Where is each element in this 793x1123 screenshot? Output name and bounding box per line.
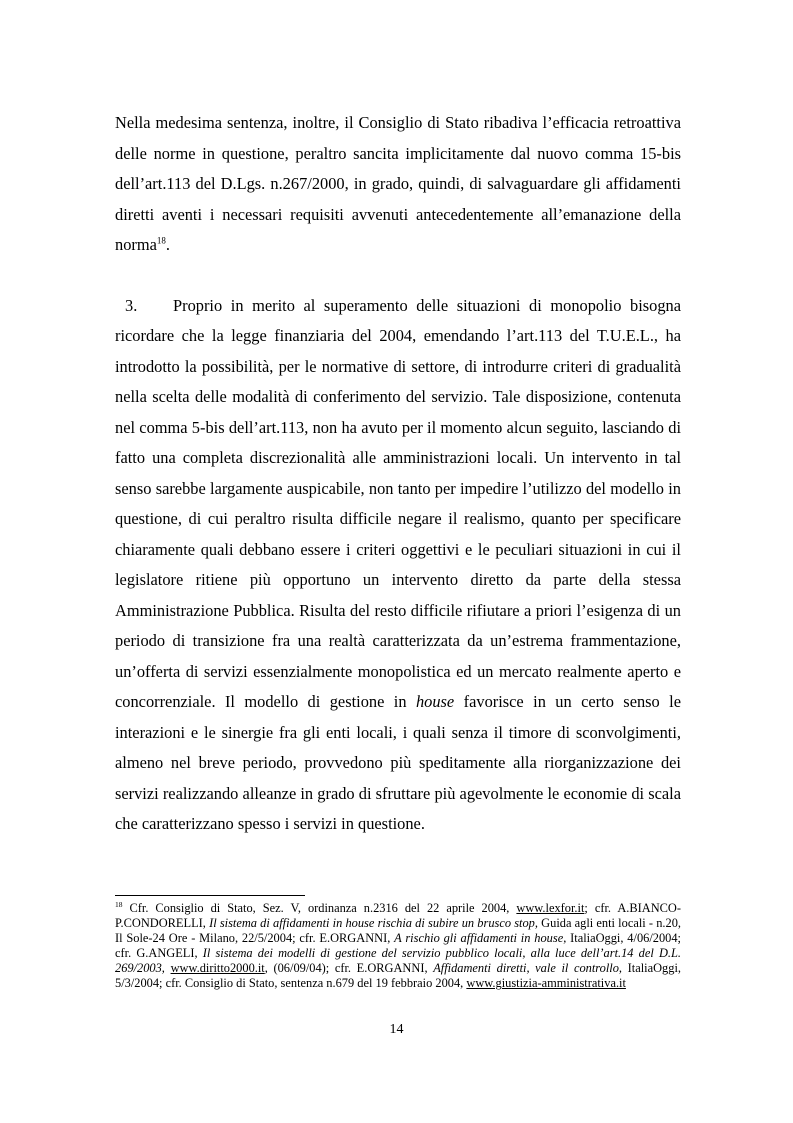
page-number: 14 — [389, 1022, 404, 1037]
footnote-text: ItaliaOggi, 4/06/2004; cfr. G.ANGELI, — [115, 931, 681, 961]
footnote-marker: 18 — [115, 899, 123, 909]
footnote-text: , (06/09/04); cfr. E.ORGANNI, — [264, 961, 434, 976]
main-text — [115, 108, 681, 840]
item-text: Proprio in merito al superamento delle situazioni di monopolio bisogna ricordare che la legge finanziaria del 2004, emendando l’art.113 del T.U.E.L., ha introdotto la possibilità, per le normative di settore, di introdurre criteri di gradualità nella scelta delle modalità di conferimento del servizio. Tale disposizione, contenuta nel comma 5-bis dell’art.113, non ha avuto per il momento alcun seguito, lasciando di fatto una completa discrezionalità alle amministrazioni locali. Un intervento in tal senso sarebbe largamente auspicabile, non tanto per impedire l’utilizzo del modello in questione, di cui peraltro risulta difficile negare il realismo, quanto per specificare chiaramente quali debbano essere i criteri oggettivi e le peculiari situazioni in cui il legislatore ritiene più opportuno un intervento diretto da parte della stessa Amministrazione Pubblica. Risulta del resto difficile rifiutare a priori l’esigenza di un periodo di transizione fra una realtà caratterizzata da un’estrema frammentazione, un’offerta di servizi essenzialmente monopolistica ed un mercato realmente aperto e concorrenziale. Il modello di gestione in — [115, 295, 681, 711]
link-giustizia-amministrativa[interactable]: www.giustizia-amministrativa.it — [466, 976, 626, 991]
footnote-text: Guida agli enti locali - n.20, Il Sole-24 Ore - Milano, 22/5/2004; cfr. E.ORGANNI, — [115, 916, 681, 946]
paragraph-text: Nella medesima sentenza, inoltre, il Consiglio di Stato ribadiva l’efficacia retroattiva delle norme in questione, peraltro sancita implicitamente dal nuovo comma 15-bis dell’art.113 del D.Lgs. n.267/2000, in grado, quindi, di salvaguardare gli affidamenti diretti aventi i necessari requisiti avvenuti antecedentemente all’emanazione della norma — [115, 113, 681, 254]
footnote-separator — [115, 895, 305, 896]
footnote-text: Cfr. Consiglio di Stato, Sez. V, ordinanza n.2316 del 22 aprile 2004, — [122, 901, 517, 915]
link-lexfor[interactable]: www.lexfor.it — [516, 901, 585, 915]
item-italic-term: house — [415, 692, 455, 711]
link-diritto2000[interactable]: www.diritto2000.it — [170, 961, 265, 976]
footnote-italic-title: Il sistema di affidamenti in house rischia di subire un brusco stop, — [209, 916, 538, 931]
footnote-italic-title: Affidamenti diretti, vale il controllo, — [433, 961, 623, 976]
paragraph — [115, 108, 681, 261]
footnote-text: ; cfr. A.BIANCO-P.CONDORELLI, — [115, 901, 681, 931]
footnote — [115, 901, 681, 992]
numbered-item — [115, 291, 681, 840]
paragraph-end: . — [165, 235, 170, 254]
footnote-italic-title: A rischio gli affidamenti in house, — [394, 931, 567, 946]
footnote-italic-title: Il sistema dei modelli di gestione del servizio pubblico locali, alla luce dell’art.14 del D.L. 269/2003, — [115, 946, 681, 976]
footnote-text: ItaliaOggi, 5/3/2004; cfr. Consiglio di Stato, sentenza n.679 del 19 febbraio 2004, — [115, 961, 681, 991]
item-number: 3. — [125, 295, 138, 315]
paragraph-gap — [115, 261, 681, 291]
footnote-reference[interactable]: 18 — [156, 235, 166, 246]
item-text-continued: favorisce in un certo senso le interazioni e le sinergie fra gli enti locali, i quali senza il timore di sconvolgimenti, almeno nel breve periodo, provvedono più speditamente alla riorganizzazione dei servizi realizzando alleanze in grado di sfruttare più agevolmente le economie di scala che caratterizzano spesso i servizi in questione. — [115, 692, 681, 833]
